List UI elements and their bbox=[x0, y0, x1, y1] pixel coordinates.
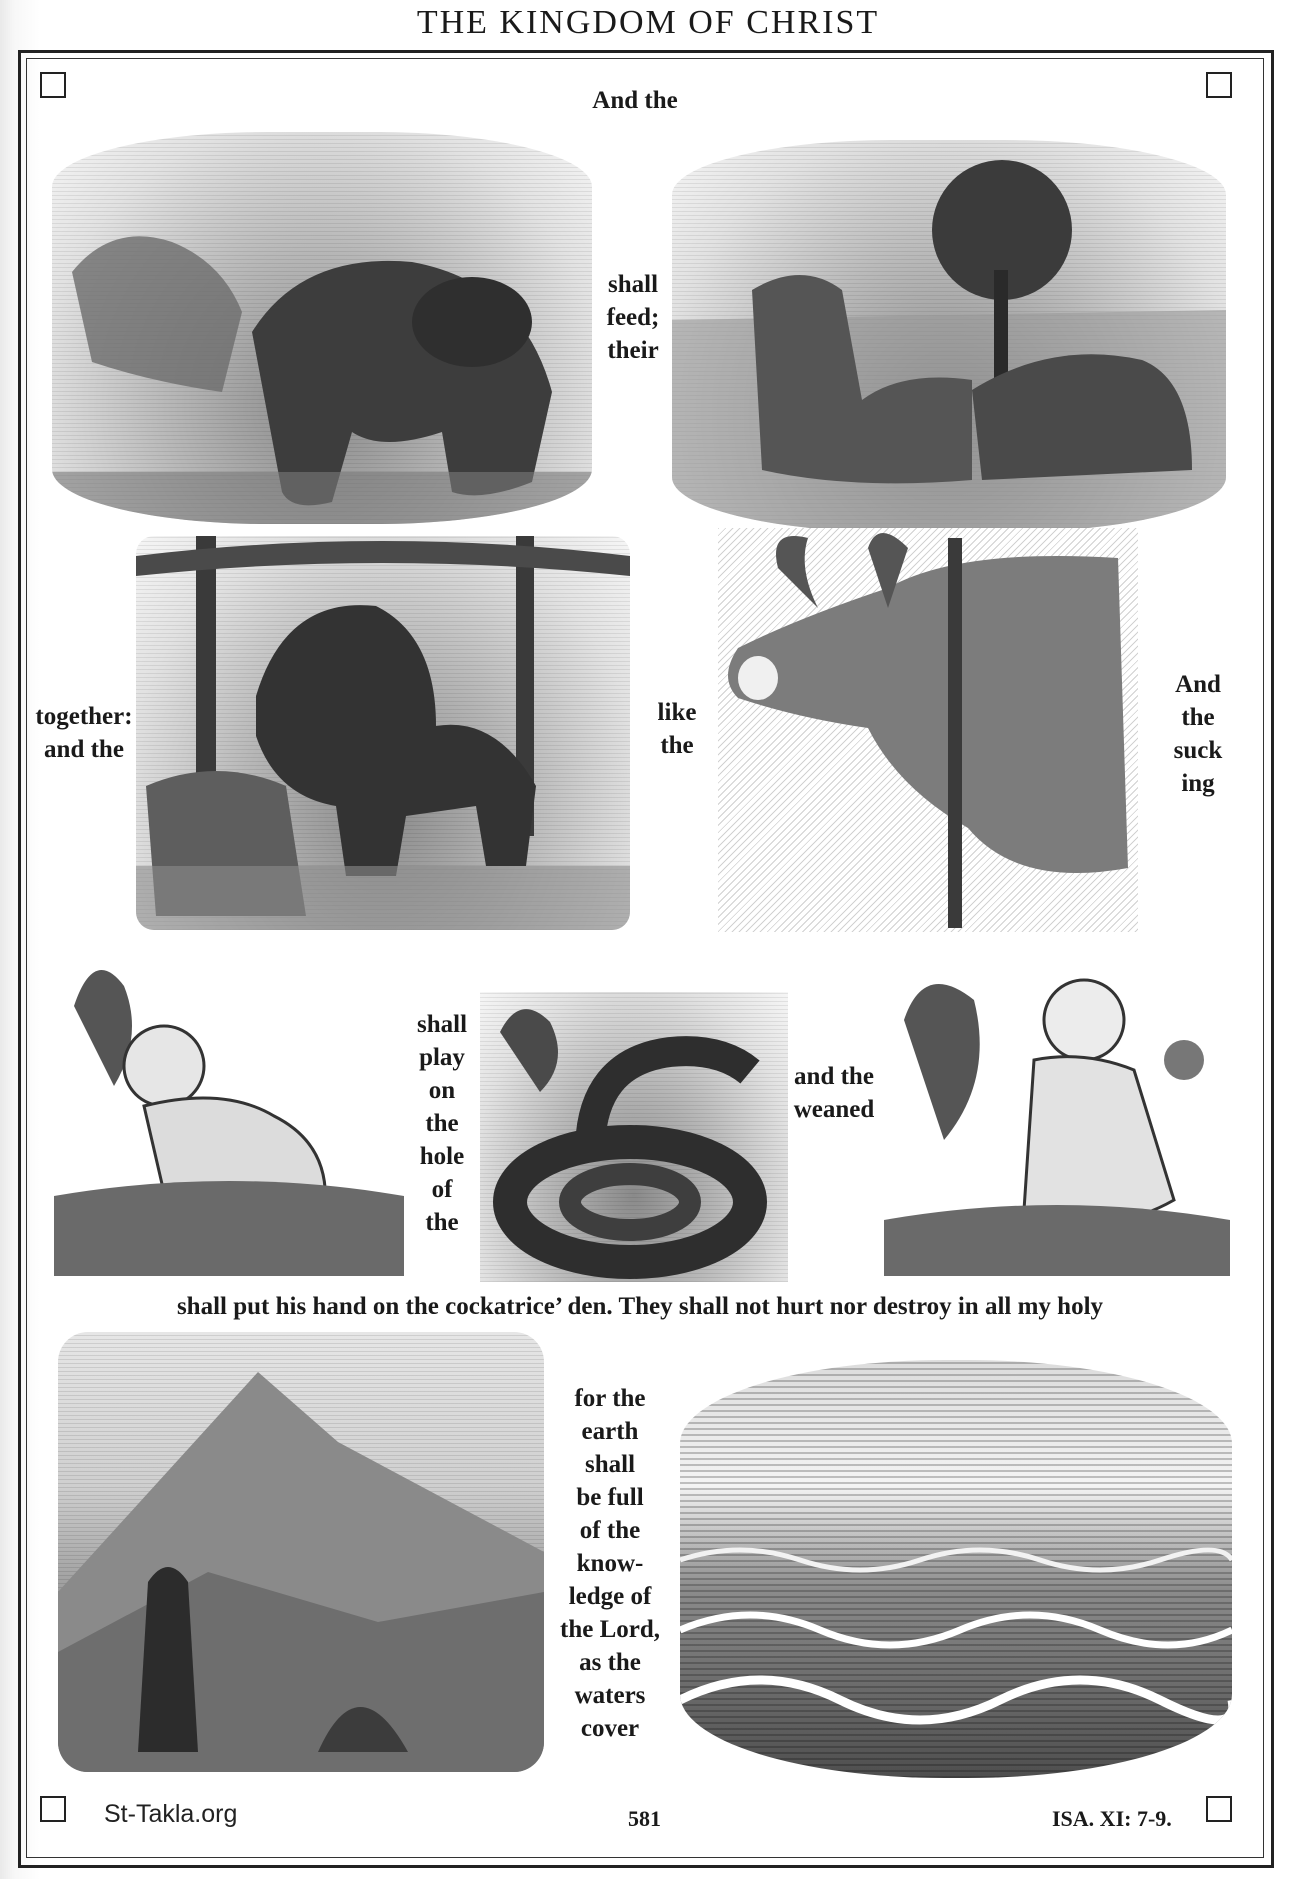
caption-line: play bbox=[419, 1044, 465, 1071]
caption-row3-left bbox=[404, 1008, 480, 1239]
caption-line: and the bbox=[794, 1063, 874, 1090]
caption-line: shall bbox=[416, 1011, 468, 1038]
corner-ornament-bottom-left bbox=[40, 1796, 66, 1822]
illustration-mountain-scene bbox=[58, 1332, 544, 1772]
illustration-child-with-flower bbox=[884, 940, 1230, 1276]
caption-line: of bbox=[431, 1176, 453, 1203]
caption-line: feed; bbox=[606, 304, 660, 331]
illustration-coiled-serpent bbox=[480, 992, 788, 1282]
caption-row4-middle bbox=[548, 1382, 672, 1745]
caption-line: suck bbox=[1173, 737, 1223, 764]
corner-ornament-bottom-right bbox=[1206, 1796, 1232, 1822]
caption-line: shall bbox=[607, 271, 659, 298]
caption-wide-line: shall put his hand on the cockatrice’ den. They shall not hurt nor destroy in all my holy bbox=[176, 1293, 1104, 1320]
caption-line: of the bbox=[579, 1517, 641, 1544]
caption-line: the bbox=[425, 1110, 459, 1137]
corner-ornament-top-left bbox=[40, 72, 66, 98]
illustration-cow-and-bear-cub bbox=[672, 140, 1226, 532]
caption-line: weaned bbox=[793, 1096, 875, 1123]
caption-line: and the bbox=[44, 736, 124, 763]
caption-line: waters bbox=[574, 1682, 646, 1709]
caption-row2-right bbox=[1160, 668, 1236, 800]
caption-line: And bbox=[1175, 671, 1221, 698]
caption-row2-left bbox=[32, 700, 136, 766]
page-title: THE KINGDOM OF CHRIST bbox=[416, 4, 880, 41]
caption-line: cover bbox=[580, 1715, 640, 1742]
illustration-ox-head bbox=[718, 528, 1138, 932]
caption-line: ing bbox=[1181, 770, 1215, 797]
page-number: 581 bbox=[628, 1806, 661, 1831]
caption-line: the Lord, bbox=[560, 1616, 660, 1643]
caption-line: the bbox=[425, 1209, 459, 1236]
caption-line: earth bbox=[581, 1418, 639, 1445]
caption-line: like bbox=[657, 699, 697, 726]
caption-line: as the bbox=[579, 1649, 641, 1676]
caption-row2-middle bbox=[640, 696, 714, 762]
illustration-sea-waves bbox=[680, 1360, 1232, 1778]
caption-line: be full bbox=[576, 1484, 644, 1511]
caption-line: ledge of bbox=[568, 1583, 652, 1610]
caption-line: hole bbox=[419, 1143, 465, 1170]
caption-top: And the bbox=[592, 87, 678, 114]
caption-line: the bbox=[660, 732, 694, 759]
caption-line: the bbox=[1181, 704, 1215, 731]
caption-row3-right bbox=[786, 1060, 882, 1126]
illustration-child-in-grass bbox=[54, 946, 404, 1276]
caption-line: their bbox=[607, 337, 659, 364]
caption-line: on bbox=[428, 1077, 456, 1104]
caption-line: together: bbox=[35, 703, 133, 730]
caption-line: for the bbox=[574, 1385, 646, 1412]
watermark: St-Takla.org bbox=[104, 1800, 238, 1828]
illustration-cow-and-bear bbox=[52, 132, 592, 524]
caption-line: know- bbox=[576, 1550, 644, 1577]
scripture-reference: ISA. XI: 7-9. bbox=[1052, 1806, 1172, 1831]
caption-line: shall bbox=[584, 1451, 636, 1478]
caption-row1-middle bbox=[596, 268, 670, 367]
illustration-lion-eating-straw bbox=[136, 536, 630, 930]
corner-ornament-top-right bbox=[1206, 72, 1232, 98]
